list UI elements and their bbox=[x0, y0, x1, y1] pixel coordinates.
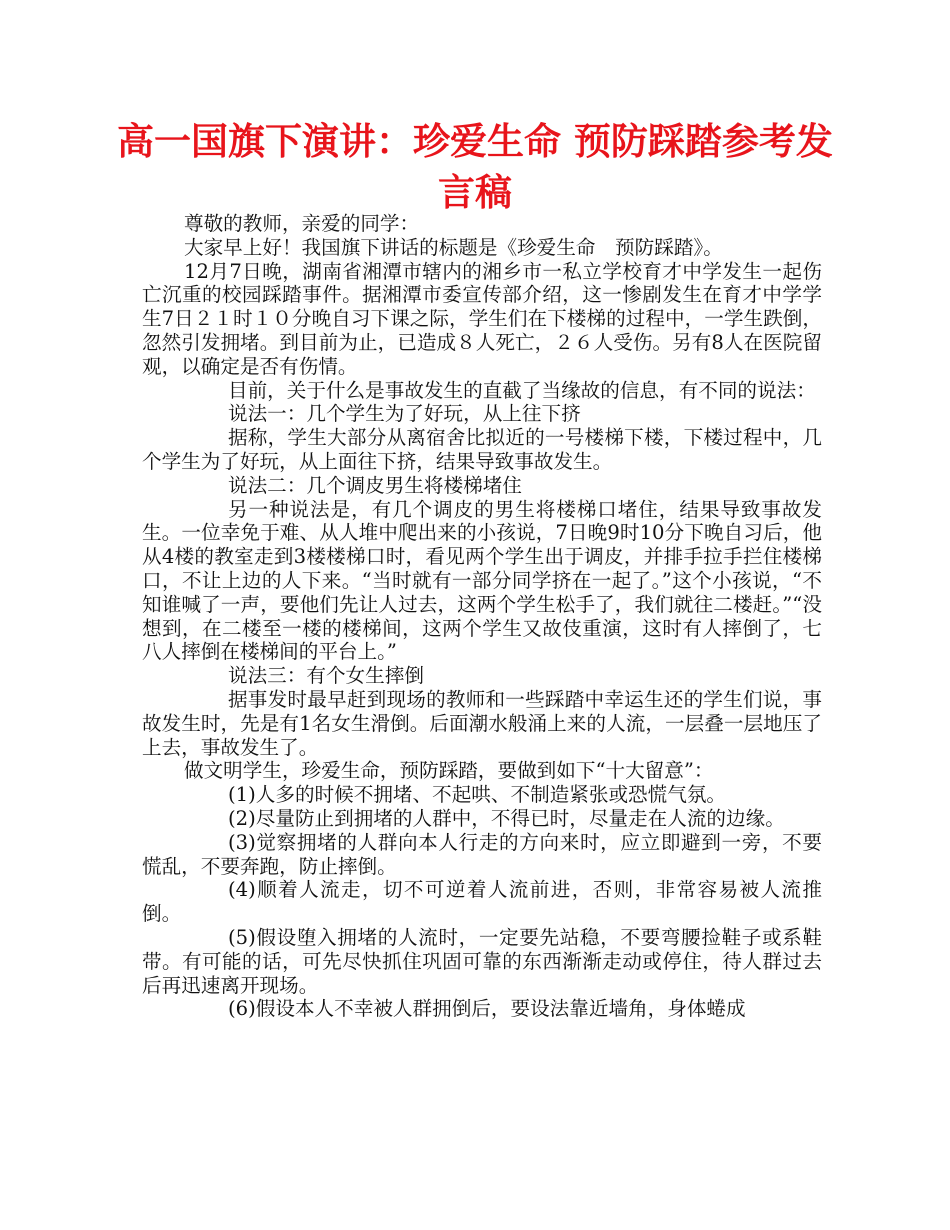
body-paragraph: (5)假设堕入拥堵的人流时，一定要先站稳，不要弯腰捡鞋子或系鞋带。有可能的话，可先尽快抓住巩固可靠的东西渐渐走动或停住，待人群过去后再迅速离开现场。 bbox=[142, 925, 822, 997]
body-paragraph: (4)顺着人流走，切不可逆着人流前进，否则，非常容易被人流推倒。 bbox=[142, 878, 822, 926]
body-paragraph: 据事发时最早赶到现场的教师和一些踩踏中幸运生还的学生们说，事故发生时，先是有1名女生滑倒。后面潮水般涌上来的人流，一层叠一层地压了上去，事故发生了。 bbox=[142, 687, 822, 759]
document-body bbox=[142, 212, 822, 1021]
body-paragraph: 做文明学生，珍爱生命，预防踩踏，要做到如下“十大留意”： bbox=[184, 759, 714, 783]
body-paragraph: 另一种说法是，有几个调皮的男生将楼梯口堵住，结果导致事故发生。一位幸免于难、从人堆中爬出来的小孩说，7日晚9时10分下晚自习后，他从4楼的教室走到3楼楼梯口时，看见两个学生出于调皮，并排手拉手拦住楼梯口，不让上边的人下来。“当时就有一部分同学挤在一起了。”这个小孩说，“不知谁喊了一声，要他们先让人过去，这两个学生松手了，我们就往二楼赶。”“没想到，在二楼至一楼的楼梯间，这两个学生又故伎重演，这时有人摔倒了，七八人摔倒在楼梯间的平台上。” bbox=[142, 497, 822, 664]
body-paragraph: (2)尽量防止到拥堵的人群中，不得已时，尽量走在人流的边缘。 bbox=[228, 806, 785, 830]
body-paragraph: 据称，学生大部分从离宿舍比拟近的一号楼梯下楼，下楼过程中，几个学生为了好玩，从上面往下挤，结果导致事故发生。 bbox=[142, 426, 822, 473]
document-title: 高一国旗下演讲：珍爱生命 预防踩踏参考发言稿 bbox=[117, 120, 833, 214]
body-paragraph: (6)假设本人不幸被人群拥倒后，要设法靠近墙角，身体蜷成 bbox=[228, 997, 746, 1021]
body-paragraph: 目前，关于什么是事故发生的直截了当缘故的信息，有不同的说法： bbox=[228, 378, 816, 402]
body-paragraph: 大家早上好！我国旗下讲话的标题是《珍爱生命 预防踩踏》。 bbox=[184, 235, 723, 259]
body-paragraph: (3)觉察拥堵的人群向本人行走的方向来时，应立即避到一旁，不要慌乱，不要奔跑，防止摔倒。 bbox=[142, 830, 822, 878]
body-paragraph: (1)人多的时候不拥堵、不起哄、不制造紧张或恐慌气氛。 bbox=[228, 783, 727, 807]
body-paragraph: 尊敬的教师，亲爱的同学： bbox=[184, 212, 420, 235]
body-paragraph: 说法三：有个女生摔倒 bbox=[228, 664, 424, 688]
body-paragraph: 说法二：几个调皮男生将楼梯堵住 bbox=[228, 473, 522, 497]
body-paragraph: 说法一：几个学生为了好玩，从上往下挤 bbox=[228, 402, 581, 426]
body-paragraph: 12月7日晚，湖南省湘潭市辖内的湘乡市一私立学校育才中学发生一起伤亡沉重的校园踩踏事件。据湘潭市委宣传部介绍，这一惨剧发生在育才中学学生7日２１时１０分晚自习下课之际，学生们在下楼梯的过程中，一学生跌倒，忽然引发拥堵。到目前为止，已造成８人死亡，２６人受伤。另有8人在医院留观，以确定是否有伤情。 bbox=[142, 259, 822, 378]
